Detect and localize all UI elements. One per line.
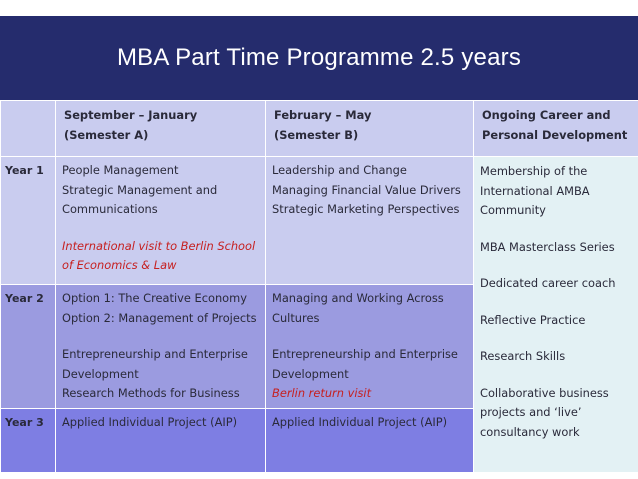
corner-cell	[1, 101, 56, 157]
header-row	[1, 101, 638, 157]
course-item: Option 1: The Creative Economy	[62, 291, 247, 305]
programme-table	[0, 100, 638, 475]
course-item: Strategic Marketing Perspectives	[272, 202, 460, 216]
course-item: Leadership and Change	[272, 163, 407, 177]
ongoing-item: MBA Masterclass Series	[480, 239, 615, 254]
course-item: Cultures	[272, 310, 320, 325]
ongoing-item: consultancy work	[480, 424, 580, 439]
ongoing-item: International AMBA	[480, 183, 590, 198]
course-item: Development	[272, 366, 349, 381]
course-item: Research Methods for Business	[62, 386, 240, 400]
course-item: Managing and Working Across	[272, 291, 444, 305]
year3-semester-a	[56, 408, 266, 474]
bottom-margin	[0, 472, 638, 479]
course-item: Development	[62, 366, 139, 381]
year2-label: Year 2	[1, 285, 56, 409]
year1-semester-b	[266, 157, 474, 285]
title-bar	[0, 16, 638, 100]
year3-label: Year 3	[1, 408, 56, 474]
course-item: Communications	[62, 202, 158, 216]
year2-semester-a	[56, 285, 266, 409]
ongoing-item: Community	[480, 203, 546, 217]
page-title: MBA Part Time Programme 2.5 years	[116, 44, 522, 71]
ongoing-item: Reflective Practice	[480, 312, 586, 327]
course-item: Option 2: Management of Projects	[62, 310, 257, 325]
berlin-return-visit-note: Berlin return visit	[272, 386, 372, 400]
year3-semester-b	[266, 408, 474, 474]
course-item: Applied Individual Project (AIP)	[62, 414, 238, 429]
header-ongoing-line1: Ongoing Career and	[482, 108, 611, 122]
course-item: Entrepreneurship and Enterprise	[272, 347, 458, 361]
header-semester-b	[266, 101, 474, 157]
year2-semester-b	[266, 285, 474, 409]
header-ongoing	[474, 101, 638, 157]
year1-semester-a	[56, 157, 266, 285]
year1-row	[1, 157, 638, 285]
course-item: People Management	[62, 163, 179, 177]
ongoing-item: Collaborative business	[480, 385, 609, 400]
course-item: Entrepreneurship and Enterprise	[62, 347, 248, 361]
header-semester-b-dates: February – May	[274, 108, 372, 122]
header-semester-b-label: (Semester B)	[274, 127, 359, 142]
berlin-visit-note: International visit to Berlin School of Economics & Law	[62, 238, 256, 272]
header-ongoing-line2: Personal Development	[482, 127, 628, 142]
ongoing-item: Research Skills	[480, 349, 566, 363]
course-item: Applied Individual Project (AIP)	[272, 414, 448, 429]
ongoing-development	[474, 157, 638, 475]
ongoing-item: Membership of the	[480, 164, 588, 178]
header-semester-a	[56, 101, 266, 157]
header-semester-a-dates: September – January	[64, 108, 198, 122]
year1-label: Year 1	[1, 157, 56, 285]
programme-table-wrapper	[0, 100, 638, 472]
top-margin	[0, 0, 638, 16]
ongoing-item: Dedicated career coach	[480, 276, 616, 290]
ongoing-item: projects and ‘live’	[480, 405, 582, 419]
course-item: Strategic Management and	[62, 182, 218, 197]
course-item: Managing Financial Value Drivers	[272, 182, 461, 197]
header-semester-a-label: (Semester A)	[64, 127, 149, 142]
